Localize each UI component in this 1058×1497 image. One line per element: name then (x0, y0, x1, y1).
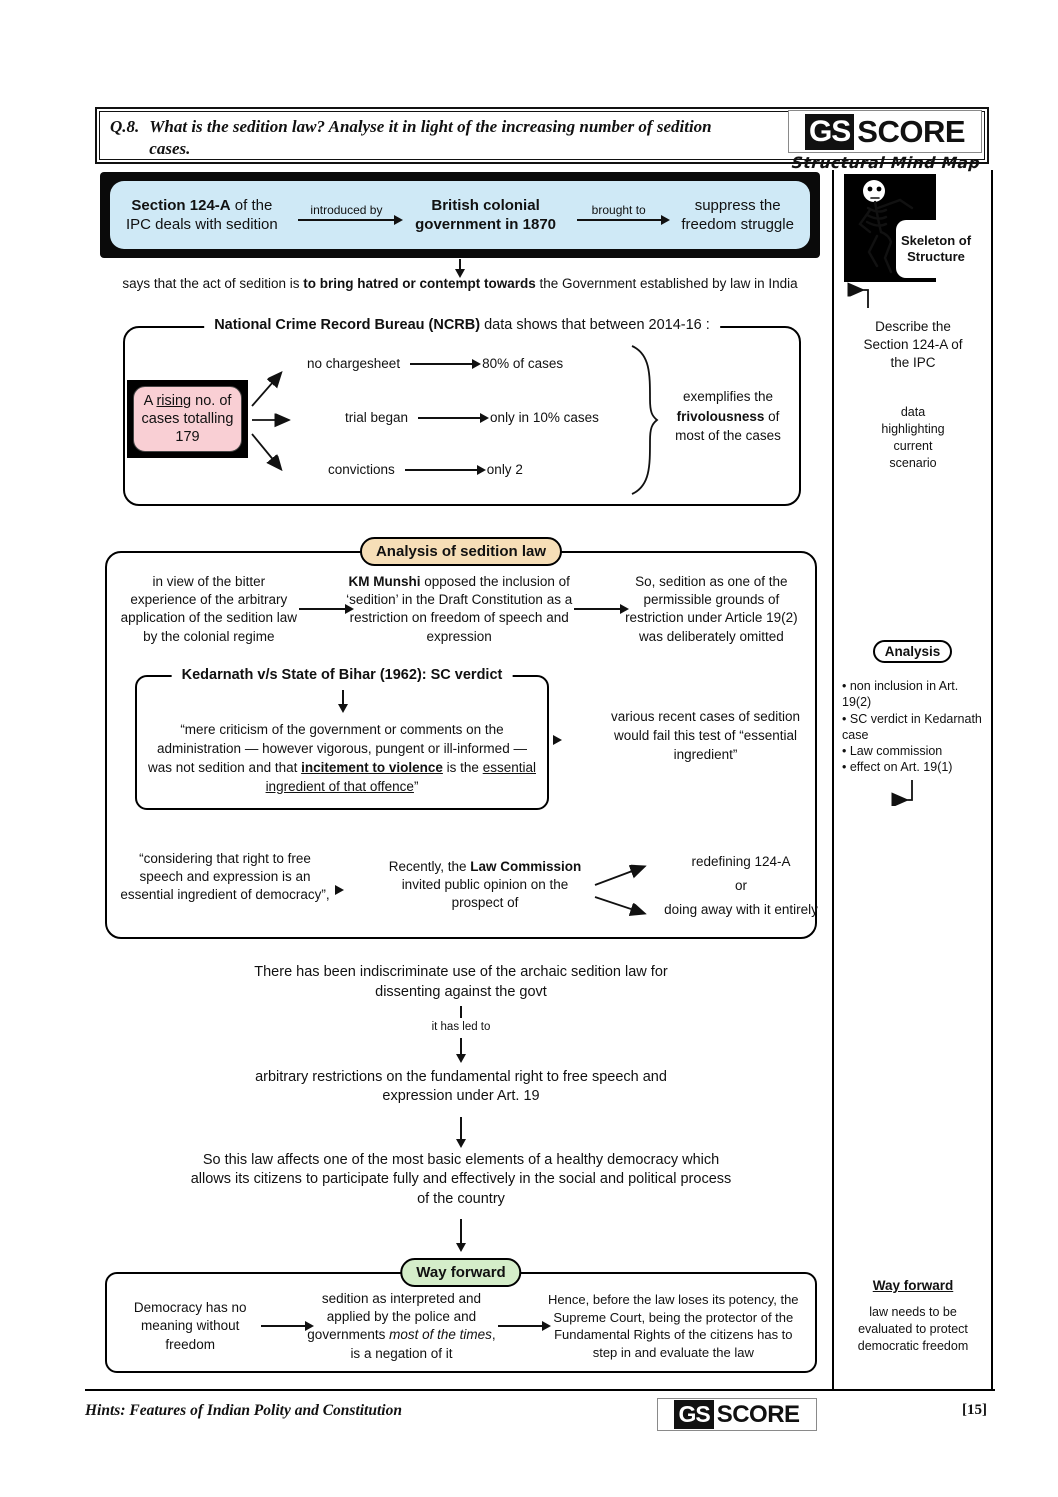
way-forward-pill: Way forward (400, 1258, 521, 1287)
down-arrow (342, 690, 344, 704)
flow-indiscriminate-use: There has been indiscriminate use of the archaic sedition law for dissenting against the govt (254, 964, 668, 1000)
wf-col-democracy: Democracy has no meaning without freedom (133, 1300, 247, 1352)
flow-led-label: it has led to (431, 1021, 491, 1034)
sidebar-analysis-pill: Analysis (873, 640, 953, 663)
way-forward-row (119, 1290, 805, 1363)
introduced-by-arrow: introduced by (298, 203, 394, 228)
banner-node-section124a: Section 124-A of the IPC deals with sedition (126, 196, 278, 233)
logo-score-text: SCORE (716, 1400, 800, 1428)
footer-gs-score-logo (657, 1398, 817, 1431)
right-arrow (498, 1325, 542, 1327)
brace (630, 344, 660, 496)
structural-mind-map-label: Structural Mind Map (791, 154, 981, 172)
options-column (651, 853, 831, 920)
kedarnath-title: Kedarnath v/s State of Bihar (1962): SC verdict (172, 667, 513, 683)
ncrb-row: trial began only in 10% cases (345, 410, 599, 425)
sidebar (832, 170, 993, 1390)
banner-node-british: British colonial government in 1870 (415, 196, 557, 233)
brought-to-arrow: brought to (577, 203, 661, 228)
gs-score-logo (788, 110, 982, 153)
analysis-col-colonial: in view of the bitter experience of the arbitrary application of the sedition law by the colonial regime (120, 574, 297, 644)
skeleton-of-structure-label: Skeleton of Structure (896, 220, 976, 278)
analysis-col-omitted: So, sedition as one of the permissible grounds of restriction under Article 19(2) was deliberately omitted (625, 574, 798, 644)
ncrb-row: convictions only 2 (328, 462, 523, 477)
ncrb-row: no chargesheet 80% of cases (307, 356, 564, 371)
arrow-shaft (577, 219, 661, 221)
ncrb-box (123, 317, 801, 506)
logo-score-text: SCORE (857, 113, 966, 149)
right-arrow (405, 469, 477, 471)
sidebar-note-data: data highlighting current scenario (881, 405, 945, 470)
sidebar-way-forward-note: law needs to be evaluated to protect democratic freedom (857, 1305, 969, 1353)
kedarnath-box (135, 667, 549, 810)
sedition-definition-line: says that the act of sedition is to bring hatred or contempt towards the Government established by law in India (122, 276, 798, 291)
arrow-shaft (298, 219, 394, 221)
bullet-item: • Law commission (842, 743, 990, 759)
branch-arrows (593, 855, 651, 923)
right-arrow (574, 608, 620, 610)
ncrb-title: National Crime Record Bureau (NCRB) data shows that between 2014-16 : (204, 317, 720, 333)
sidebar-analysis-bullets (842, 678, 990, 776)
analysis-row-1 (119, 573, 803, 646)
right-arrow (261, 1325, 305, 1327)
analysis-col-munshi: KM Munshi opposed the inclusion of ‘sedition’ in the Draft Constitution as a restriction on freedom of speech and expression (346, 574, 573, 644)
option-or: or (734, 878, 747, 894)
law-commission-note: Recently, the Law Commission invited public opinion on the prospect of (388, 859, 582, 911)
corner-arrow-icon (842, 282, 874, 310)
wf-col-supreme-court: Hence, before the law loses its potency, the Supreme Court, being the protector of the Fundamental Rights of the citizens has to step in and evaluate the law (548, 1292, 799, 1360)
free-speech-quote: “considering that right to free speech and expression is an essential ingredient of democracy”, (120, 851, 330, 903)
analysis-box (105, 543, 818, 939)
way-forward-box (105, 1264, 817, 1373)
sidebar-analysis-pill-wrap (834, 643, 991, 661)
down-arrow (460, 1117, 462, 1139)
right-arrow (299, 608, 345, 610)
kedarnath-quote: “mere criticism of the government or comments on the administration — however vigorous, pungent or ill-informed — was not sedition and that incitement to violence is the essential ingredient of that offence” (148, 722, 536, 794)
bullet-item: • SC verdict in Kedarnath case (842, 711, 990, 744)
bullet-item: • effect on Art. 19(1) (842, 759, 990, 775)
right-arrow (410, 363, 472, 365)
down-arrow (460, 1219, 462, 1243)
connector-line (460, 1006, 462, 1018)
logo-gs-block: GS (805, 114, 854, 150)
analysis-pill: Analysis of sedition law (360, 537, 562, 566)
footer-rule (85, 1389, 995, 1391)
frivolousness-note: exemplifies the frivolousness of most of the cases (675, 389, 781, 444)
down-arrow (460, 1038, 462, 1054)
bullet-item: • non inclusion in Art. 19(2) (842, 678, 990, 711)
rising-cases-box: A rising no. of cases totalling 179 (133, 386, 242, 452)
question-text: What is the sedition law? Analyse it in light of the increasing number of sedition cases. (149, 117, 712, 159)
wf-col-negation: sedition as interpreted and applied by the police and governments most of the times, is a negation of it (307, 1291, 496, 1361)
sidebar-note-describe: Describe the Section 124-A of the IPC (863, 319, 963, 371)
right-arrow (418, 417, 480, 419)
return-arrow-icon (886, 778, 918, 806)
section124a-banner (100, 172, 820, 258)
recent-cases-note: various recent cases of sedition would fail this test of “essential ingredient” (610, 709, 801, 762)
banner-flow (110, 181, 810, 249)
option-redefine: redefining 124-A (691, 854, 791, 869)
flow-healthy-democracy: So this law affects one of the most basic elements of a healthy democracy which allows its citizens to participate fully and effectively in the social and political process of the country (190, 1151, 732, 1207)
banner-node-suppress: suppress the freedom struggle (681, 196, 794, 233)
question-number: Q.8. (110, 117, 140, 136)
banner-down-arrow (459, 259, 461, 269)
page-number: [15] (962, 1402, 987, 1418)
footer-hints: Hints: Features of Indian Polity and Constitution (85, 1402, 402, 1419)
option-remove: doing away with it entirely (664, 902, 818, 918)
main-flow (171, 963, 751, 1243)
flow-arbitrary-restrictions: arbitrary restrictions on the fundamental right to free speech and expression under Art. 19 (255, 1068, 667, 1105)
sidebar-way-forward-title: Way forward (872, 1278, 954, 1293)
logo-gs-block: GS (674, 1400, 713, 1429)
